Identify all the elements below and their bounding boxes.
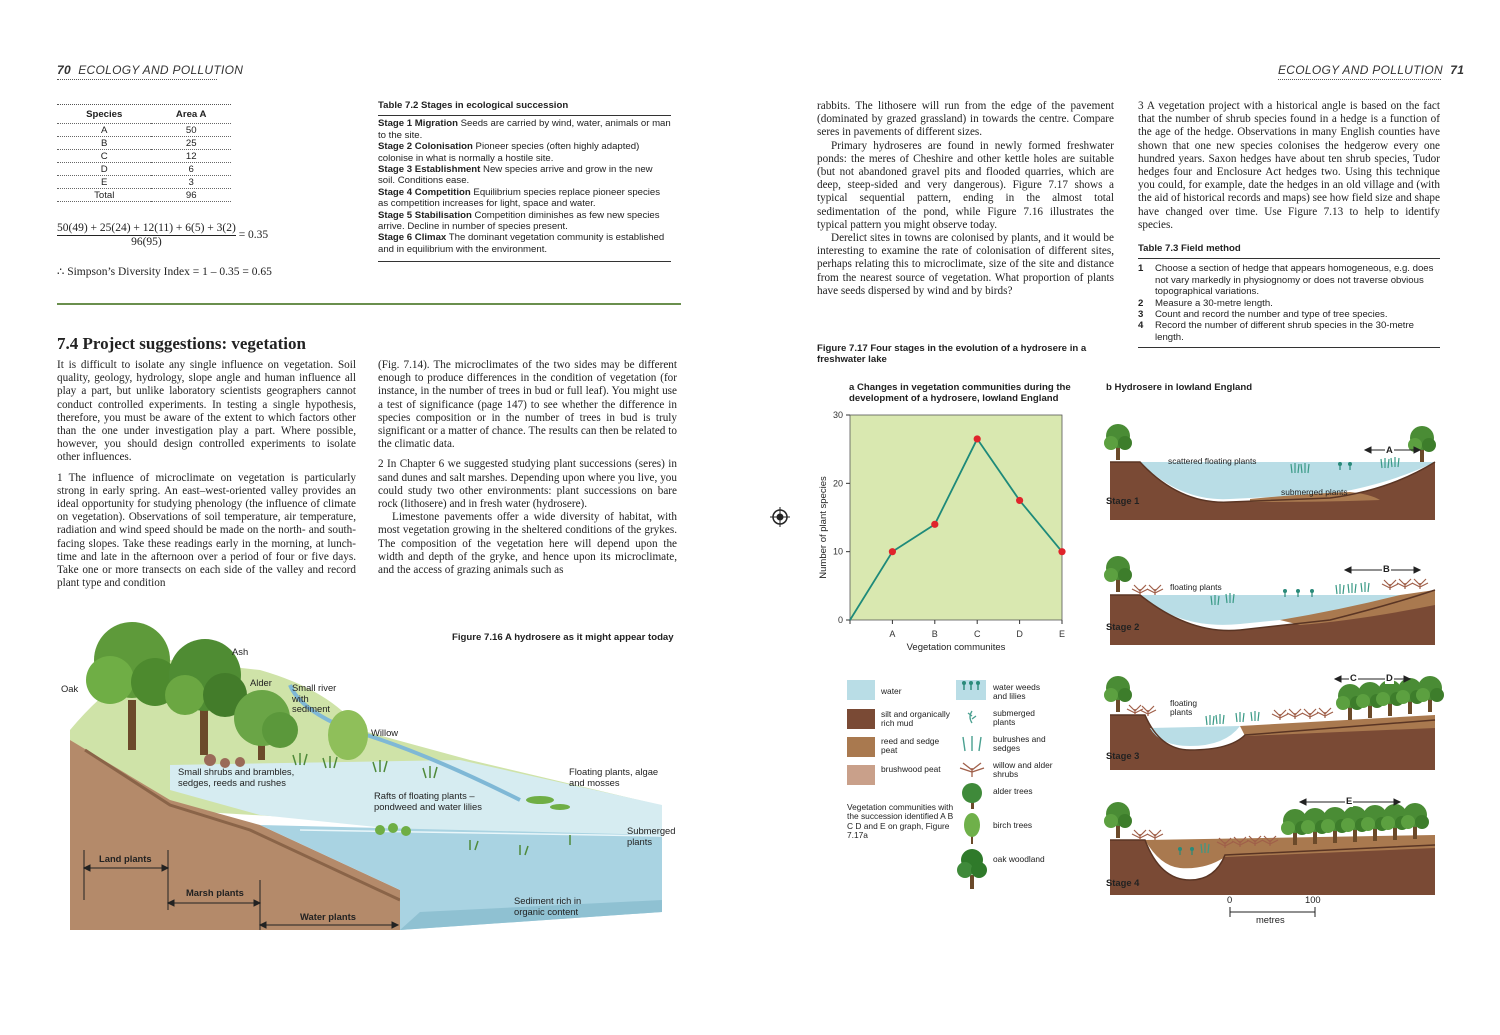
floating-label-stage-2: floating plants [1170,582,1222,592]
step-number: 4 [1138,320,1144,332]
willow-shrubs-icon [957,760,987,778]
willow-tree [328,710,368,760]
submerged-label: submerged plants [1281,487,1348,497]
y-tick-label: 10 [832,546,843,557]
legend-submerged: submerged plants [993,708,1035,728]
data-point-e [1058,548,1065,555]
stage-1-label: Stage 1 [1106,495,1140,506]
legend [847,680,1097,890]
table-row: C 12 [57,150,231,163]
legend-birch: birch trees [993,820,1033,830]
stage-name: Stage 3 Establishment [378,164,481,176]
formula-denominator: 96(95) [131,236,162,248]
stage-4-section [1104,802,1435,895]
species-chart [812,405,1082,655]
registration-mark-icon [770,507,790,527]
paragraph: It is difficult to isolate any single influence on vegetation. Soil quality, geology, hydrology, slope angle and human influence all play a part, but unlike laboratory scientists geographers cannot conduct controlled experiments. In testing a single hypothesis, therefore, you must be aware of the extent to which factors other than the one under investigation play a part. Where possible, however, you should design controlled experiments to isolate other influences. [57,359,356,464]
legend-bulrushes: bulrushes and sedges [993,734,1046,754]
stage-row [378,118,671,141]
stage-text: New species arrive and grow in the new soil. Conditions ease. [378,164,653,187]
formula-numerator: 50(49) + 25(24) + 12(11) + 6(5) + 3(2) [57,222,236,234]
legend-reed: reed and sedge peat [881,736,940,756]
stage-text: Seeds are carried by wind, water, animals or man to the site. [378,118,671,141]
x-axis-label: Vegetation communites [906,642,1006,653]
species-col-header: Species [86,108,123,120]
data-point-b [931,521,938,528]
submerged-plants-icon [962,709,982,725]
right-running-head-text: ECOLOGY AND POLLUTION [1278,63,1444,77]
range-E: E [1346,795,1353,806]
table-7-3-title: Table 7.3 Field method [1138,243,1440,259]
step-text: Measure a 30-metre length. [1155,297,1273,309]
scattered-floating-label: scattered floating plants [1168,456,1257,466]
data-point-a [889,548,896,555]
scale-unit: metres [1256,914,1285,925]
paragraph: Limestone pavements offer a wide diversity of habitat, with most vegetation growing in the sheltered conditions of the grykes. The composition of the vegetation here will depend upon the width and depth of the gryke, and hence upon its microclimate, and the access of grazing animals such as [378,511,677,577]
left-column-2 [378,359,677,577]
stage-text: The dominant vegetation community is established and in equilibrium with the environment. [378,232,665,255]
data-point-c [974,435,981,442]
stage-text: Competition diminishes as few new species arrive. Decline in number of species present. [378,209,660,233]
paragraph: rabbits. The lithosere will run from the edge of the pavement (dominated by grazed grassland) in towards the centre. Compare seres in pavements of different sizes. [817,100,1114,139]
right-running-head [1278,63,1464,77]
x-tick-label-c: C [973,629,981,639]
step-row [1138,320,1440,343]
range-C: C [1350,672,1357,683]
stage-text: Equilibrium species replace pioneer species as competition increases for light, space and water. [378,186,661,210]
x-tick-label-b: B [931,629,938,639]
label-shrubs: Small shrubs and brambles, sedges, reeds and rushes [178,766,295,788]
y-axis-label: Number of plant species [818,476,829,579]
label-oak: Oak [61,683,79,694]
paragraph: Derelict sites in towns are colonised by plants, and it would be interesting to examine the rate of colonisation of different sites, perhaps relating this to microclimate, size of the site and distance from the nearest source of vegetation. What proportion of plants have seeds dispersed by wind and by birds? [817,232,1114,297]
range-A: A [1386,444,1393,455]
step-number: 1 [1138,263,1144,275]
left-running-head-text: ECOLOGY AND POLLUTION [78,63,244,77]
plot-area [850,415,1062,620]
stage-3-section [1104,676,1444,770]
y-tick-label: 30 [832,410,843,420]
legend-oak: oak woodland [993,854,1045,864]
legend-weeds: water weeds and lilies [993,682,1041,702]
right-page-number: 71 [1450,63,1465,77]
steps-list [1138,259,1440,343]
label-submerged: Submerged plants [627,825,676,847]
label-marsh-plants: Marsh plants [186,887,244,898]
paragraph: Primary hydroseres are found in newly formed freshwater ponds: the meres of Cheshire and other kettle holes are suitable (but not abandoned gravel pits and flooded quarries, which are deep, steep-sided and very dangerous). Figure 7.17 shows a typical sequential pattern, ending in the almost total sedimentation of the pond, while Figure 7.16 illustrates the typical pattern you might observe today. [817,139,1114,231]
label-floating-algae: Floating plants, algae and mosses [569,766,659,788]
legend-swatch-brushwood [847,765,875,785]
table-7-2 [378,100,671,262]
legend-alder: alder trees [993,786,1033,796]
legend-water: water [881,686,902,696]
y-tick-label: 0 [837,615,843,625]
step-text: Choose a section of hedge that appears homogeneous, e.g. does not vary markedly in physiognomy or does not traverse obvious topographical variations. [1155,263,1434,298]
floating-label-stage-3: floating plants [1170,698,1198,718]
right-column-2 [1138,100,1440,232]
stage-row [378,187,671,210]
label-land-plants: Land plants [99,853,152,864]
data-point-d [1016,497,1023,504]
paragraph: (Fig. 7.14). The microclimates of the two sides may be different enough to produce differences in the condition of vegetation (for instance, in the number of trees in bud or full leaf). You might use a test of significance (page 147) to see whether the difference in species composition or in the number of trees in bud is truly significant or a matter of chance. The results can then be related to the climatic data. [378,359,677,451]
stage-4-label: Stage 4 [1106,877,1140,888]
stages-list [378,116,671,255]
step-row [1138,309,1440,320]
table-7-3 [1138,243,1440,348]
label-willow: Willow [371,727,399,738]
stage-2-label: Stage 2 [1106,621,1140,632]
birch-tree-icon [962,813,982,845]
stage-row [378,164,671,187]
stage-name: Stage 2 Colonisation [378,141,473,153]
x-tick-label-e: E [1058,629,1066,639]
label-sediment: Sediment rich in organic content [514,895,582,917]
part-b-title: b Hydrosere in lowland England [1106,382,1253,393]
scale-zero: 0 [1227,894,1233,905]
area-col-header: Area A [175,108,207,120]
bulrushes-icon [960,734,984,752]
step-number: 2 [1138,297,1144,309]
section-title: 7.4 Project suggestions: vegetation [57,334,306,353]
label-river: Small river with sediment [292,682,337,714]
figure-7-17-caption: Figure 7.17 Four stages in the evolution of a hydrosere in a freshwater lake [817,343,1087,365]
paragraph: 3 A vegetation project with a historical angle is based on the fact that the number of shrub species found in a hedge is a function of the age of the hedge. Observations in many English counties have shown that one new species colonises the hedgerow every one hundred years. Saxon hedges have about ten shrub species, Tudor hedges four and Enclosure Act hedges two. Using this technique you could, for example, date the hedges in an old village and (with the aid of historical records and maps) see how field size and shape have changed over time. Use Figure 7.13 to help to identify species. [1138,100,1440,231]
legend-swatch-reed [847,737,875,757]
table-row: E 3 [57,176,231,189]
legend-swatch-silt [847,709,875,729]
step-row [1138,298,1440,309]
right-column-1 [817,100,1114,298]
figure-7-16-caption: Figure 7.16 A hydrosere as it might appear today [452,632,674,643]
stage-name: Stage 6 Climax [378,232,447,244]
label-ash: Ash [232,646,249,657]
stage-row [378,210,671,233]
x-tick-label-a: A [889,629,896,639]
part-a-title: a Changes in vegetation communities during the development of a hydrosere, lowland England [849,382,1071,404]
scale-hundred: 100 [1305,894,1321,905]
label-water-plants: Water plants [300,911,356,922]
left-column-1 [57,359,356,590]
table-7-2-title: Table 7.2 Stages in ecological succession [378,100,671,116]
section-divider [57,303,681,305]
stage-name: Stage 5 Stabilisation [378,209,472,221]
range-D: D [1386,672,1393,683]
x-tick-label-d: D [1016,629,1023,639]
legend-note: Vegetation communities with the succession identified A B C D and E on graph, Figure 7.17a [847,802,954,841]
table-row: B 25 [57,137,231,150]
stage-1-section [1104,424,1436,520]
legend-swatch-water [847,680,875,700]
table-row: A 50 [57,124,231,137]
left-page-number: 70 [57,63,71,77]
diversity-formula [57,222,268,248]
species-table [57,104,231,202]
left-head-rule [57,79,217,80]
range-B: B [1383,563,1390,574]
legend-brushwood: brushwood peat [881,764,941,774]
oak-tree-icon [957,848,987,890]
stage-row [378,141,671,164]
alder-tree-icon [960,782,984,810]
step-number: 3 [1138,309,1144,321]
step-row [1138,263,1440,297]
table-row: Total 96 [57,189,231,202]
formula-result: = 0.35 [238,229,269,241]
formula-conclusion: ∴ Simpson’s Diversity Index = 1 – 0.35 = 0.65 [57,266,272,278]
stage-name: Stage 4 Competition [378,186,471,198]
stage-text: Pioneer species (often highly adapted) colonise in what is normally a hostile site. [378,141,640,164]
water-weeds-icon [956,680,986,702]
step-text: Count and record the number and type of tree species. [1155,309,1388,321]
legend-silt: silt and organically rich mud [881,709,950,729]
table-row: D 6 [57,163,231,176]
right-head-rule [1278,79,1441,80]
step-text: Record the number of different shrub species in the 30-metre length. [1155,320,1414,343]
stage-name: Stage 1 Migration [378,118,458,130]
stage-row [378,232,671,255]
label-rafts: Rafts of floating plants – pondweed and water lilies [374,790,482,812]
paragraph: 2 In Chapter 6 we suggested studying plant successions (seres) in sand dunes and salt marshes. Depending upon where you live, you could study two other environments: plant successions on bare rock (lithosere) and in fresh water (hydrosere). [378,458,677,511]
stage-3-label: Stage 3 [1106,750,1140,761]
legend-willow: willow and alder shrubs [993,760,1053,780]
y-tick-label: 20 [832,478,843,489]
label-alder: Alder [250,677,272,688]
left-running-head [57,63,243,77]
paragraph: 1 The influence of microclimate on vegetation is particularly strong in early spring. An east–west-oriented valley provides an ideal opportunity for studying phenology (the influence of climate on vegetation). Observations of soil temperature, air temperature, radiation and wind speed should be made on the north- and south-facing slopes. Take these readings early in the morning, at lunch-time and late in the afternoon over a period of four or five days. Take one or more transects on each side of the valley and record plant type and condition [57,471,356,590]
